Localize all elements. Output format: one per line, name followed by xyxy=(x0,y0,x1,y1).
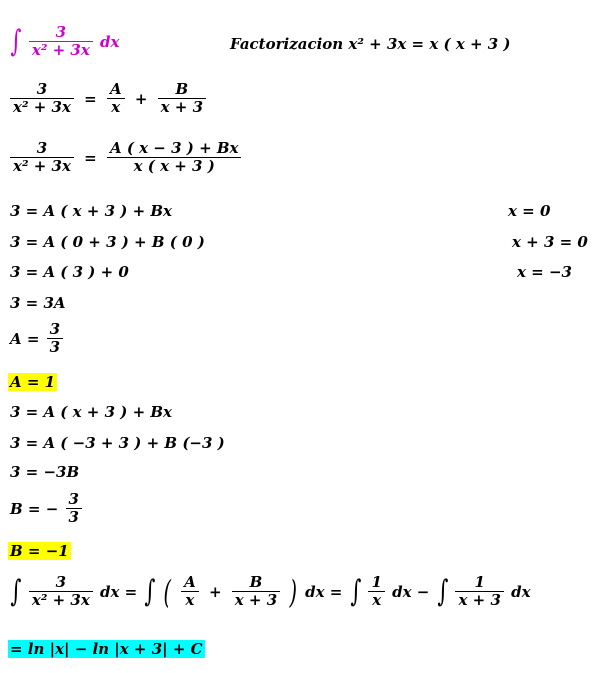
factorization-note: Factorizacion x² + 3x = x ( x + 3 ) xyxy=(230,35,511,53)
lhs-fraction: $\frac{3}{\text{x² + 3x}}$ xyxy=(10,81,74,116)
a-fraction: $\frac{A}{x}$ xyxy=(107,81,125,116)
step-line: 3 = A ( −3 + 3 ) + B (−3 ) xyxy=(10,434,225,452)
root-line: x + 3 = 0 xyxy=(512,233,588,251)
integrand-numerator: 3 xyxy=(29,24,93,42)
integral-sign: ∫ xyxy=(349,573,361,609)
step-line: 3 = −3B xyxy=(10,463,80,481)
b-solve-line: B = − $\frac{3}{3}$ xyxy=(10,491,84,526)
integrand-fraction xyxy=(29,24,93,59)
step-line: 3 = A ( x + 3 ) + Bx xyxy=(10,403,172,421)
lhs-fraction: $\frac{3}{\text{x² + 3x}}$ xyxy=(10,140,74,175)
step-line: 3 = A ( 3 ) + 0 xyxy=(10,263,129,281)
b-fraction: $\frac{B}{x + 3}$ xyxy=(158,81,206,116)
integral-sign: ∫ xyxy=(10,23,22,59)
step-line: 3 = 3A xyxy=(10,294,66,312)
integral-sign: ∫ xyxy=(10,573,22,609)
original-integral xyxy=(8,24,119,59)
step-line: 3 = A ( x + 3 ) + Bx xyxy=(10,202,172,220)
combined-rhs-fraction: $\frac{A ( x - 3 ) + Bx}{x ( x + 3 )}$ xyxy=(107,140,242,175)
root-line: x = −3 xyxy=(517,263,572,281)
a-solve-line: A = $\frac{3}{3}$ xyxy=(10,321,65,356)
integrand-denominator: x² + 3x xyxy=(31,41,90,59)
combined-fraction-line: $\frac{3}{\text{x² + 3x}}$ = $\frac{A ( x - 3 ) + Bx}{x ( x + 3 )}$ xyxy=(8,140,243,175)
result-b: B = −1 xyxy=(10,542,69,560)
root-line: x = 0 xyxy=(508,202,551,220)
partial-fraction-setup: $\frac{3}{\text{x² + 3x}}$ = $\frac{A}{x}$ + $\frac{B}{x + 3}$ xyxy=(8,81,208,116)
differential: dx xyxy=(100,32,120,51)
integral-decomposition: ∫ $\frac{3}{\text{x² + 3x}}$ dx = ∫ ( $\frac{A}{x}$ + $\frac{B}{x + 3}$ ) dx = ∫ $\frac{1}{x}$ dx − ∫ $\frac{1}{x + 3}$ dx xyxy=(10,572,531,611)
result-a: A = 1 xyxy=(10,373,56,391)
final-answer: = ln |x| − ln |x + 3| + C xyxy=(10,640,203,658)
integral-sign: ∫ xyxy=(144,573,156,609)
step-line: 3 = A ( 0 + 3 ) + B ( 0 ) xyxy=(10,233,205,251)
integral-sign: ∫ xyxy=(436,573,448,609)
